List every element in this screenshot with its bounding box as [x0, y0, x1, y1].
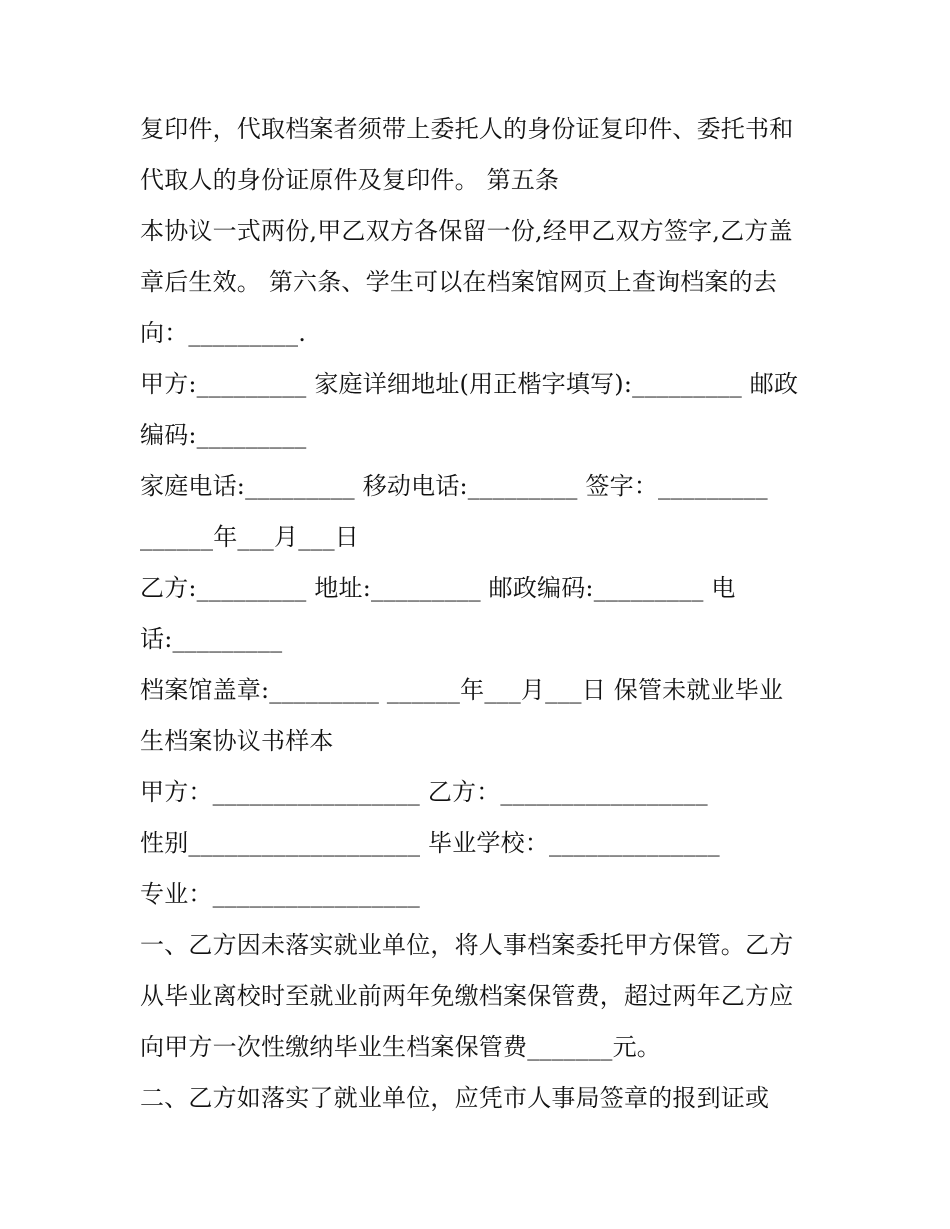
text-line: 向甲方一次性缴纳毕业生档案保管费_______元。: [140, 1033, 661, 1061]
text-line: 性别___________________ 毕业学校：______________: [140, 829, 720, 857]
text-line: 代取人的身份证原件及复印件。 第五条: [140, 166, 560, 194]
text-line: 生档案协议书样本: [140, 727, 334, 755]
text-line: ______年___月___日: [140, 523, 359, 551]
text-line: 话:_________: [140, 625, 283, 653]
text-line: 一、乙方因未落实就业单位，将人事档案委托甲方保管。乙方: [140, 931, 794, 959]
text-line: 家庭电话:_________ 移动电话:_________ 签字：_________: [140, 472, 768, 500]
text-line: 甲方:_________ 家庭详细地址(用正楷字填写):_________ 邮政: [140, 370, 799, 398]
text-line: 编码:_________: [140, 421, 307, 449]
text-line: 专业：_________________: [140, 880, 420, 908]
text-line: 向：_________.: [140, 319, 307, 347]
text-line: 复印件，代取档案者须带上委托人的身份证复印件、委托书和: [140, 115, 794, 143]
text-line: 乙方:_________ 地址:_________ 邮政编码:_________ 电: [140, 574, 736, 602]
text-line: 甲方：_________________ 乙方：_________________: [140, 778, 708, 806]
text-line: 本协议一式两份,甲乙双方各保留一份,经甲乙双方签字,乙方盖: [140, 217, 793, 245]
text-line: 章后生效。 第六条、学生可以在档案馆网页上查询档案的去: [140, 268, 778, 296]
text-line: 从毕业离校时至就业前两年免缴档案保管费，超过两年乙方应: [140, 982, 794, 1010]
text-line: 档案馆盖章:_________ ______年___月___日 保管未就业毕业: [140, 676, 784, 704]
text-line: 二、乙方如落实了就业单位，应凭市人事局签章的报到证或: [140, 1084, 770, 1112]
